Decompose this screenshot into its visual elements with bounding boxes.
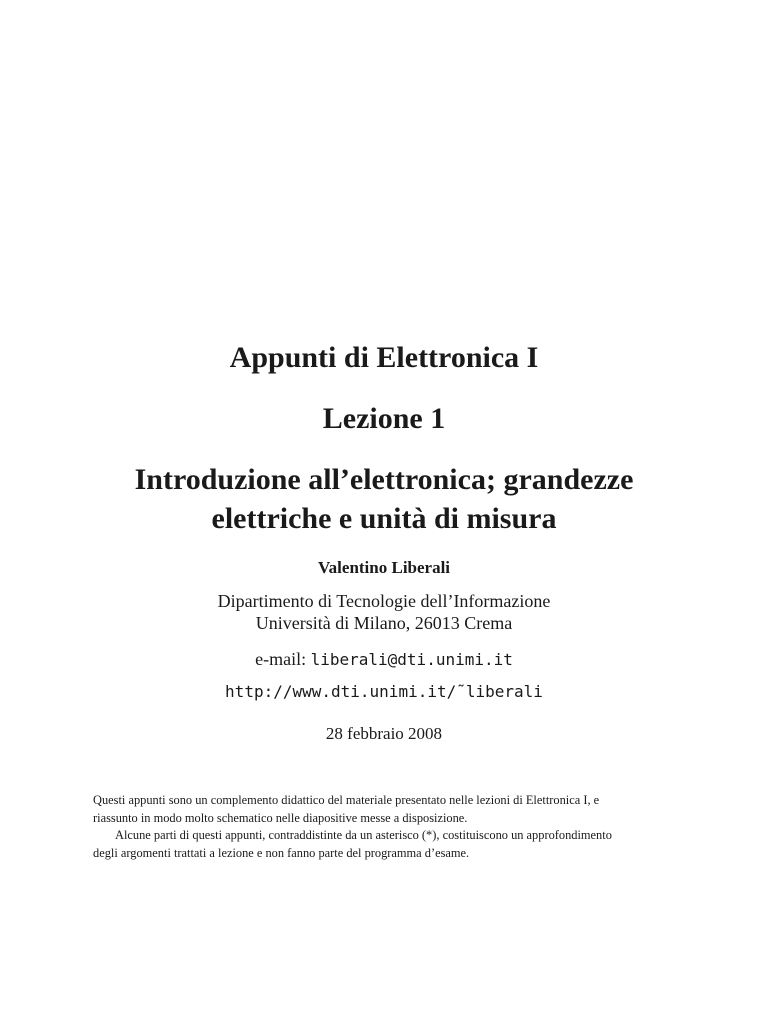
abstract-line-1: Questi appunti sono un complemento didattico del materiale presentato nelle lezioni di Elettronica I, e <box>93 793 600 807</box>
document-date: 28 febbraio 2008 <box>325 724 443 743</box>
lesson-number: Lezione 1 <box>322 402 446 435</box>
affiliation <box>0 590 768 634</box>
lesson-title-line-2: elettriche e unità di misura <box>211 502 557 535</box>
email-label: e-mail: <box>255 649 311 669</box>
email-line <box>0 647 768 672</box>
abstract-line-4: degli argomenti trattati a lezione e non fanno parte del programma d’esame. <box>93 845 470 860</box>
abstract-line-3: Alcune parti di questi appunti, contraddistinte da un asterisco (*), costituiscono un approfondimento <box>115 828 612 842</box>
author-name: Valentino Liberali <box>317 558 451 577</box>
email-address[interactable]: liberali@dti.unimi.it <box>310 650 513 669</box>
abstract <box>93 792 681 862</box>
document-title: Appunti di Elettronica I <box>229 341 539 374</box>
affiliation-department: Dipartimento di Tecnologie dell’Informazione <box>217 591 551 611</box>
abstract-line-2: riassunto in modo molto schematico nelle diapositive messe a disposizione. <box>93 810 468 825</box>
lesson-title <box>0 460 768 538</box>
homepage-url[interactable]: http://www.dti.unimi.it/˜liberali <box>225 682 543 701</box>
lesson-title-line-1: Introduzione all’elettronica; grandezze <box>134 463 634 496</box>
affiliation-university: Università di Milano, 26013 Crema <box>255 613 513 633</box>
